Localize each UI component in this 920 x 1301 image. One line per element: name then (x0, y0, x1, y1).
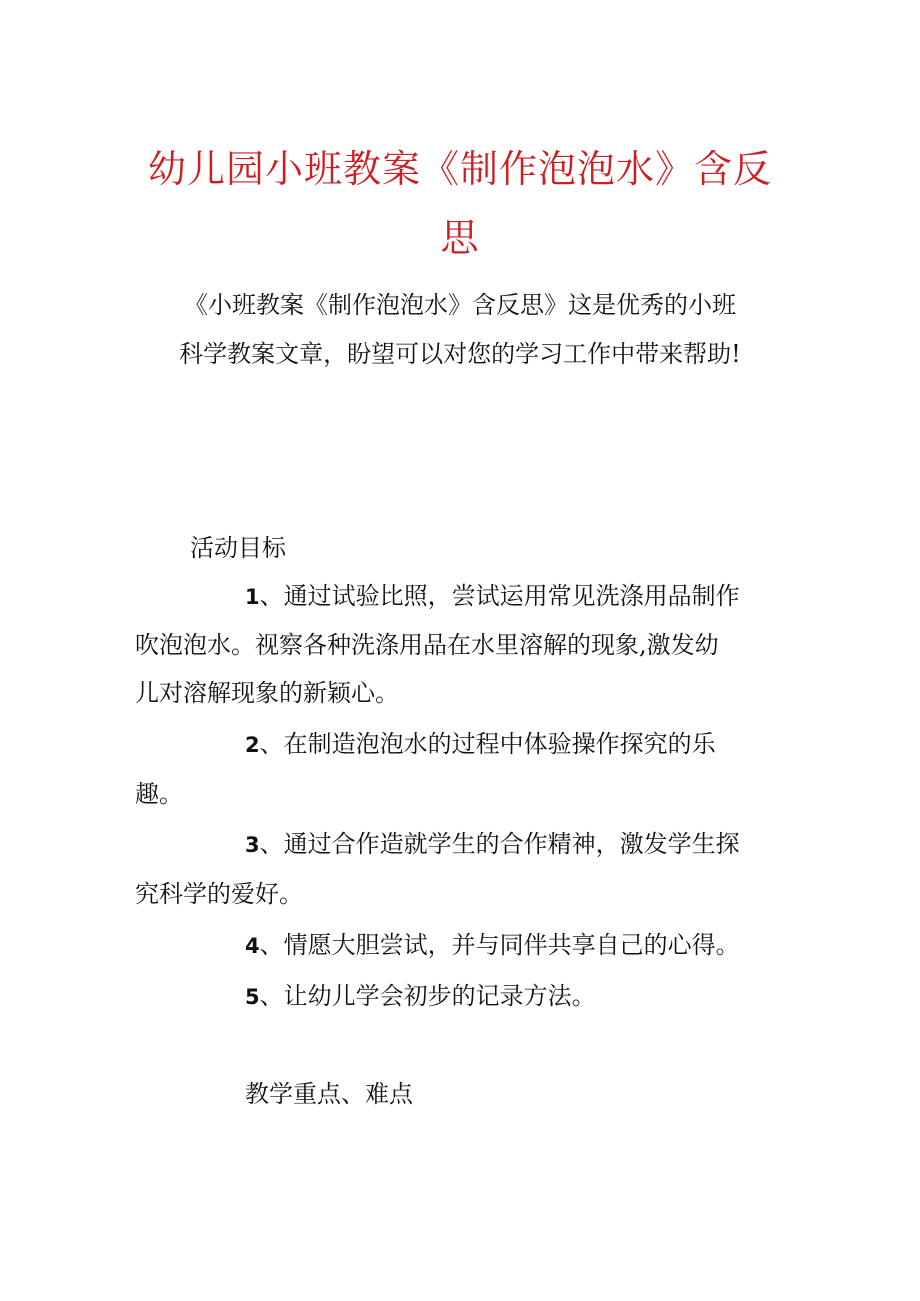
page-title-line-1: 幼儿园小班教案《制作泡泡水》含反 (147, 147, 772, 191)
goal-2-number: 2 (245, 733, 260, 757)
goal-1-line-3: 儿对溶解现象的新颖心。 (135, 679, 399, 707)
goal-1-number: 1 (245, 585, 260, 609)
goal-3-line-2: 究科学的爱好。 (135, 880, 303, 908)
goal-1-line-1: 1、通过试验比照，尝试运用常见洗涤用品制作 (245, 582, 740, 610)
intro-line-1: 《小班教案《制作泡泡水》含反思》这是优秀的小班 (184, 291, 736, 319)
section-heading-teaching-focus: 教学重点、难点 (245, 1080, 413, 1108)
goal-5-number: 5 (245, 985, 260, 1009)
page-title-line-2: 思 (440, 216, 480, 260)
goal-4-line-1: 4、情愿大胆尝试，并与同伴共享自己的心得。 (245, 931, 740, 959)
goal-5-line-1: 5、让幼儿学会初步的记录方法。 (245, 982, 596, 1010)
goal-4-number: 4 (245, 934, 260, 958)
goal-3-number: 3 (245, 833, 260, 857)
goal-3-line-1: 3、通过合作造就学生的合作精神，激发学生探 (245, 830, 740, 858)
section-heading-activity-goals: 活动目标 (190, 534, 286, 562)
goal-2-line-1: 2、在制造泡泡水的过程中体验操作探究的乐 (245, 730, 716, 758)
goal-1-line-2: 吹泡泡水。视察各种洗涤用品在水里溶解的现象,激发幼 (135, 631, 719, 659)
goal-2-line-2: 趣。 (135, 780, 183, 808)
intro-line-2: 科学教案文章，盼望可以对您的学习工作中带来帮助! (179, 340, 741, 368)
